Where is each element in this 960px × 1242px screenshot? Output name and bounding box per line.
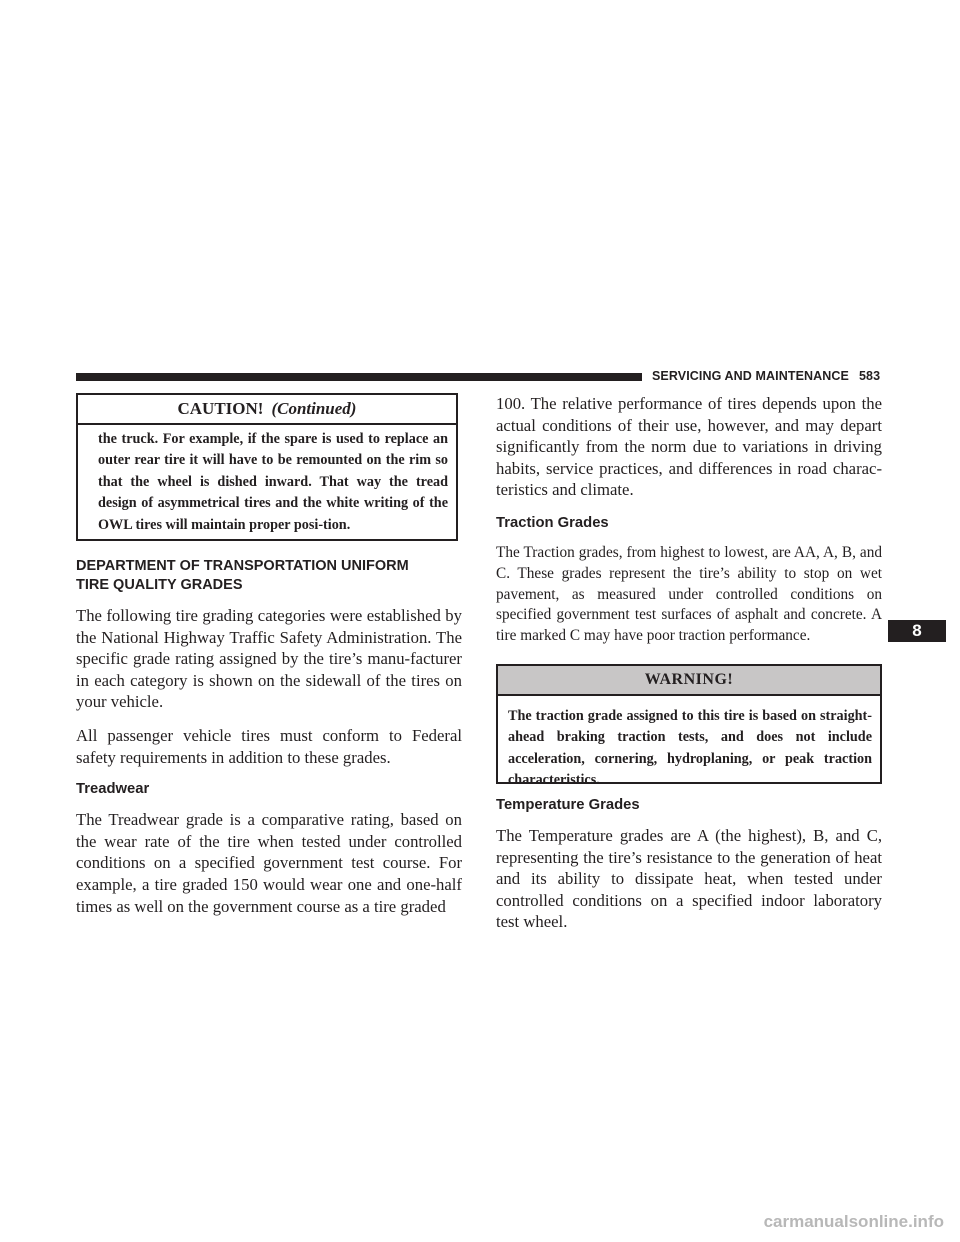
caution-header xyxy=(78,395,456,425)
watermark: carmanualsonline.info xyxy=(763,1212,944,1231)
running-header xyxy=(652,369,880,383)
intro-paragraph: The following tire grading categories were established by the National Highway Traffic Safety Administration. The specific grade rating assigned by the tire’s manu-facturer in each category is shown on the sidewall of the tires on your vehicle. xyxy=(76,606,462,712)
treadwear-heading: Treadwear xyxy=(76,781,150,798)
continued-paragraph: 100. The relative performance of tires depends upon the actual conditions of their use, however, and may depart significantly from the norm due to variations in driving habits, service practices, and differences in road charac-teristics and climate. xyxy=(496,394,882,500)
temperature-paragraph: The Temperature grades are A (the highest), B, and C, representing the tire’s resistance to the generation of heat and its ability to dissipate heat, when tested under controlled conditions on a specified indoor laboratory test wheel. xyxy=(496,825,882,932)
safety-paragraph: All passenger vehicle tires must conform to Federal safety requirements in addition to these grades. xyxy=(76,725,462,767)
warning-box xyxy=(496,664,882,789)
treadwear-paragraph: The Treadwear grade is a comparative rating, based on the wear rate of the tire when tested under controlled conditions on a specified government test course. For example, a tire graded 150 would wear one and one-half times as well on the government course as a tire graded xyxy=(76,810,462,916)
section-heading xyxy=(76,557,462,594)
warning-text: The traction grade assigned to this tire is based on straight-ahead braking traction tests, and does not include acceleration, cornering, hydroplaning, or peak traction characteristics. xyxy=(508,707,872,789)
temperature-heading: Temperature Grades xyxy=(496,796,640,813)
traction-heading: Traction Grades xyxy=(496,514,609,531)
caution-title: CAUTION! xyxy=(177,399,264,418)
warning-header: WARNING! xyxy=(498,666,880,696)
section-heading-line2: TIRE QUALITY GRADES xyxy=(76,576,243,593)
right-column xyxy=(496,393,882,933)
page-number: 583 xyxy=(858,369,881,383)
section-heading-line1: DEPARTMENT OF TRANSPORTATION UNIFORM xyxy=(76,558,409,574)
caution-text: the truck. For example, if the spare is used to replace an outer rear tire it will have to be remounted on the rim so that the wheel is dished inward. That way the tread design of asymmetrical tires and the white writing of the OWL tires will maintain proper posi-tion. xyxy=(98,431,448,533)
caution-box xyxy=(76,393,458,541)
section-title: SERVICING AND MAINTENANCE xyxy=(652,369,849,383)
caution-continued: (Continued) xyxy=(271,399,357,418)
chapter-tab: 8 xyxy=(888,620,946,642)
traction-paragraph: The Traction grades, from highest to lowest, are AA, A, B, and C. These grades represent the tire’s ability to stop on wet pavement, as measured under controlled conditions on specified government test surfaces of asphalt and concrete. A tire marked C may have poor traction performance. xyxy=(496,543,882,645)
header-rule xyxy=(76,373,642,381)
left-column xyxy=(76,393,462,917)
